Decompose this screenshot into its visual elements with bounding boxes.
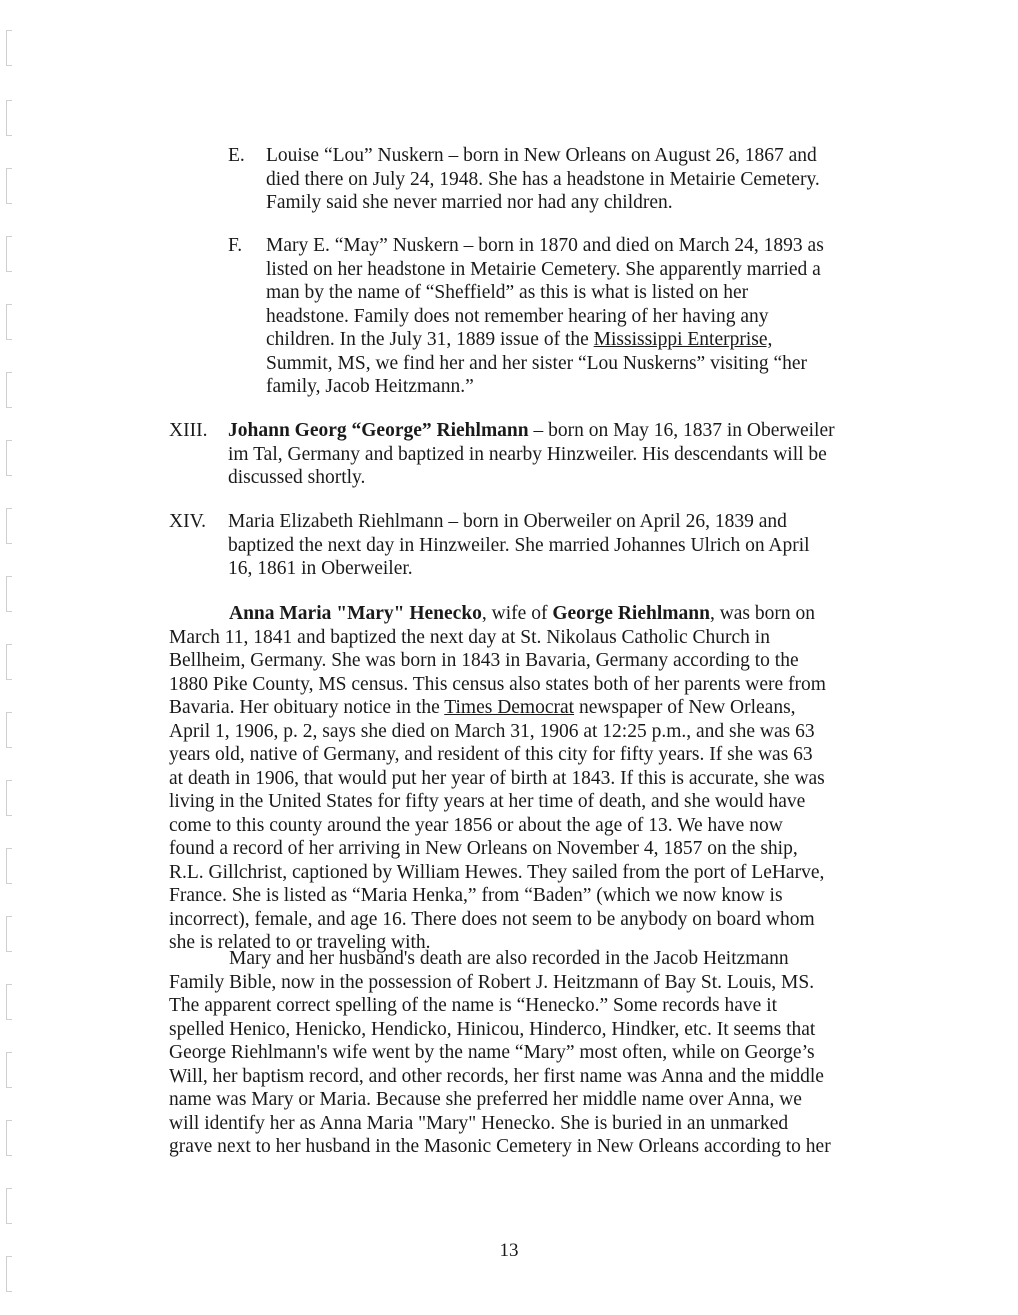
person-name: Anna Maria "Mary" Henecko <box>229 603 482 624</box>
entry-text: Johann Georg “George” Riehlmann – born on May 16, 1837 in Oberweiler im Tal, Germany and baptized in nearby Hinzweiler. His descendants will be discussed shortly. <box>228 420 835 488</box>
newspaper-title: Times Democrat <box>444 697 575 718</box>
entry-text: Louise “Lou” Nuskern – born in New Orleans on August 26, 1867 and died there on July 24, 1948. She has a headstone in Metairie Cemetery. Family said she never married nor had any children. <box>266 145 820 213</box>
entry-label: XIII. <box>169 420 208 441</box>
entry-text: Maria Elizabeth Riehlmann – born in Oberweiler on April 26, 1839 and baptized the next day in Hinzweiler. She married Johannes Ulrich on April 16, 1861 in Oberweiler. <box>228 511 810 579</box>
binder-holes <box>0 0 20 1315</box>
entry-label: XIV. <box>169 511 207 532</box>
entry-label: F. <box>228 235 243 256</box>
entry-label: E. <box>228 145 245 166</box>
paragraph-anna-maria: Anna Maria "Mary" Henecko, wife of George Riehlmann, was born on March 11, 1841 and baptized the next day at St. Nikolaus Catholic Church in Bellheim, Germany. She was born in 1843 in Bavaria, Germany according to the 1880 Pike County, MS census. This census also states both of her parents were from Bavaria. Her obituary notice in the Times Democrat newspaper of New Orleans, April 1, 1906, p. 2, says she died on March 31, 1906 at 12:25 p.m., and she was 63 years old, native of Germany, and resident of this city for fifty years. If she was 63 at death in 1906, that would put her year of birth at 1843. If this is accurate, she was living in the United States for fifty years at her time of death, and she would have come to this county around the year 1856 or about the age of 13. We have now found a record of her arriving in New Orleans on November 4, 1857 on the ship, R.L. Gillchrist, captioned by William Hewes. They sailed from the port of LeHarve, France. She is listed as “Maria Henka,” from “Baden” (which we now know is incorrect), female, and age 16. There does not seem to be anybody on board whom she is related to or traveling with. <box>169 603 826 953</box>
entry-text: Mary E. “May” Nuskern – born in 1870 and died on March 24, 1893 as listed on her headstone in Metairie Cemetery. She apparently married a man by the name of “Sheffield” as this is what is listed on her headstone. Family does not remember hearing of her having any children. In the July 31, 1889 issue of the Mississippi Enterprise, Summit, MS, we find her and her sister “Lou Nuskerns” visiting “her family, Jacob Heitzmann.” <box>266 235 824 397</box>
paragraph-family-bible: Mary and her husband's death are also recorded in the Jacob Heitzmann Family Bible, now in the possession of Robert J. Heitzmann of Bay St. Louis, MS. The apparent correct spelling of the name is “Henecko.” Some records have it spelled Henico, Henicko, Hendicko, Hinicou, Hinderco, Hindker, etc. It seems that George Riehlmann's wife went by the name “Mary” most often, while on George’s Will, her baptism record, and other records, her first name was Anna and the middle name was Mary or Maria. Because she preferred her middle name over Anna, we will identify her as Anna Maria "Mary" Henecko. She is buried in an unmarked grave next to her husband in the Masonic Cemetery in New Orleans according to her <box>169 948 831 1157</box>
newspaper-title: Mississippi Enterprise, <box>593 329 773 350</box>
person-name: George Riehlmann <box>552 603 710 624</box>
person-name: Johann Georg “George” Riehlmann <box>228 420 529 441</box>
page-number: 13 <box>499 1240 519 1261</box>
